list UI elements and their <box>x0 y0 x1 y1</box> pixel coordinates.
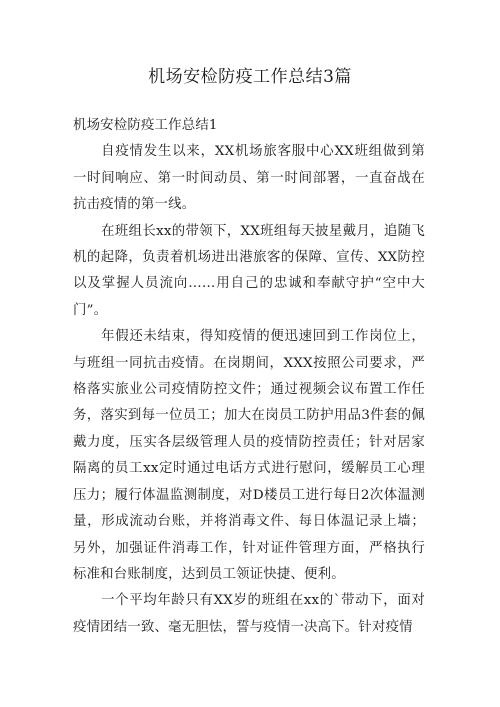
document-title: 机场安检防疫工作总结3篇 <box>148 67 352 87</box>
paragraph: 在班组长xx的带领下，XX班组每天披星戴月，追随飞机的起降，负责着机场进出港旅客的保障、宣传、XX防控以及掌握人员流向……用自己的忠诚和奉献守护“空中大门”。 <box>73 223 425 318</box>
document-body <box>73 113 425 641</box>
paragraph: 年假还未结束，得知疫情的便迅速回到工作岗位上，与班组一同抗击疫情。在岗期间，XXX按照公司要求，严格落实旅业公司疫情防控文件；通过视频会议布置工作任务，落实到每一位员工；加大在岗员工防护用品3件套的佩戴力度，压实各层级管理人员的疫情防控责任；针对居家隔离的员工xx定时通过电话方式进行慰问，缓解员工心理压力；履行体温监测制度，对D楼员工进行每日2次体温测量，形成流动台账，并将消毒文件、每日体温记录上墙；另外，加强证件消毒工作，针对证件管理方面，严格执行标准和台账制度，达到员工领证快捷、便利。 <box>73 329 425 582</box>
paragraph: 自疫情发生以来，XX机场旅客服中心XX班组做到第一时间响应、第一时间动员、第一时间部署，一直奋战在抗击疫情的第一线。 <box>73 144 425 213</box>
paragraph: 一个平均年龄只有XX岁的班组在xx的`带动下，面对疫情团结一致、毫无胆怯，誓与疫情一决高下。针对疫情 <box>73 593 425 635</box>
section-heading: 机场安检防疫工作总结1 <box>73 118 218 133</box>
